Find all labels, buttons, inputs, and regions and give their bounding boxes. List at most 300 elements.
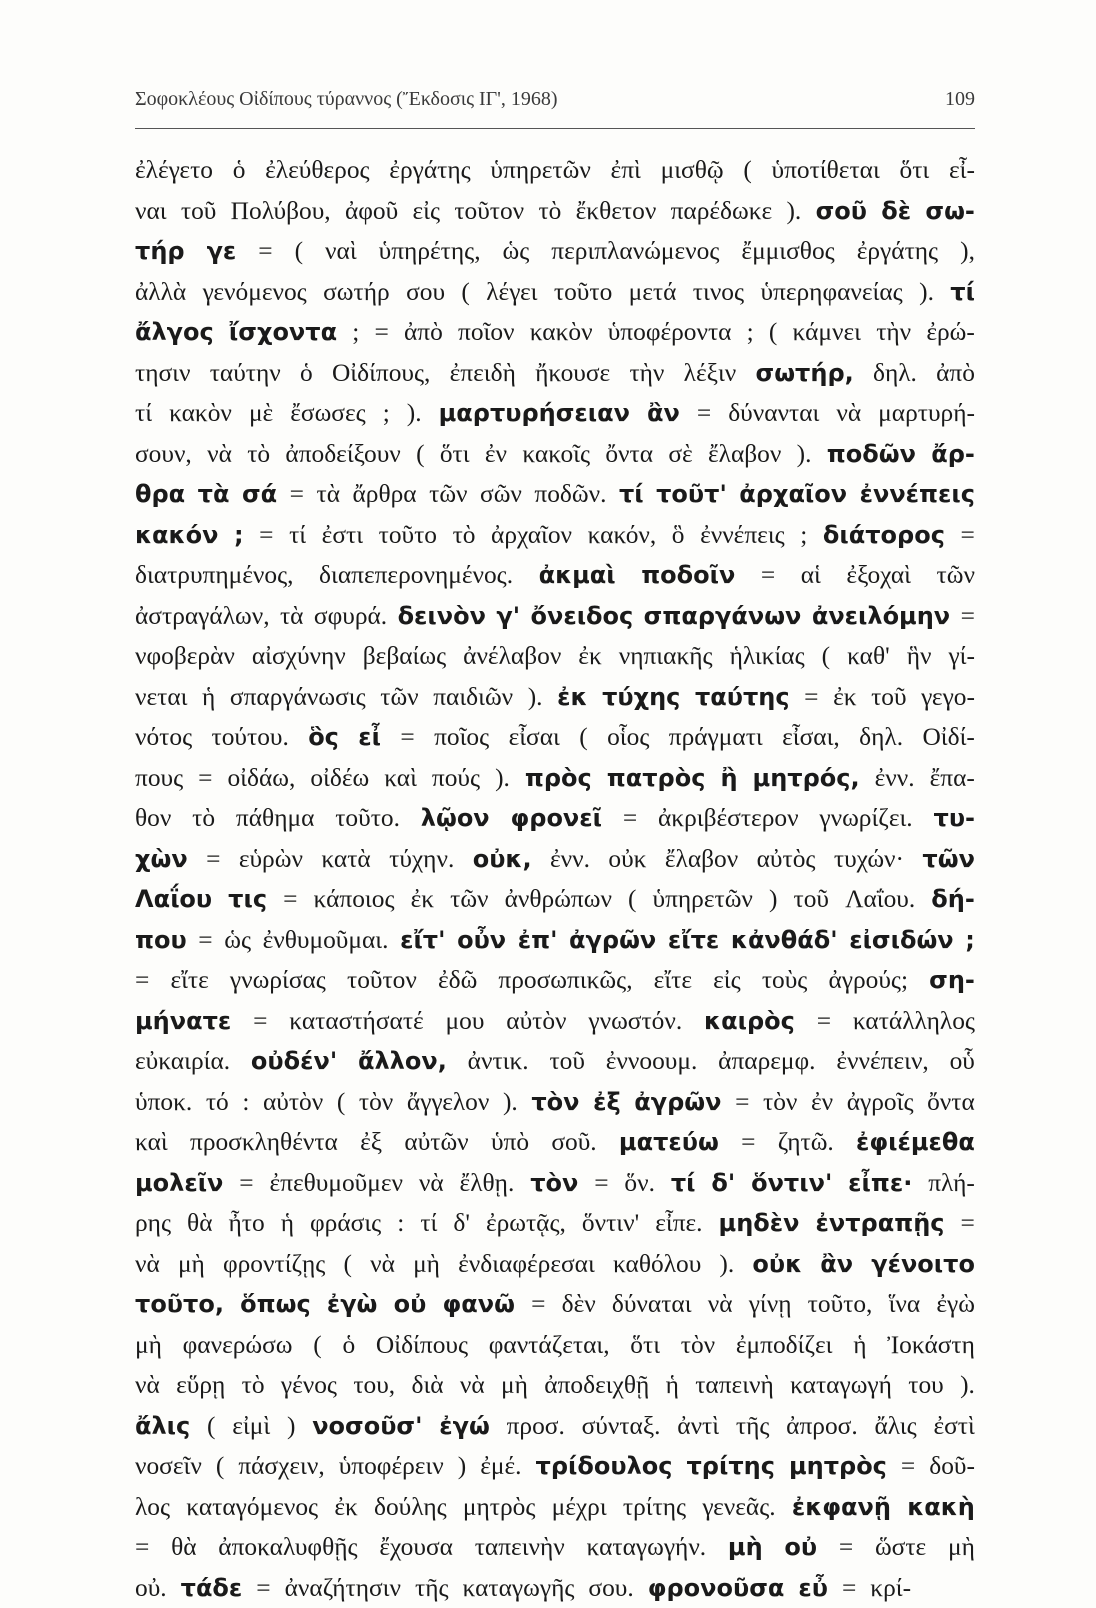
word: φροντίζῃς	[223, 1244, 325, 1285]
text-line	[135, 1487, 975, 1528]
text-line	[135, 1163, 975, 1204]
lemma-word: μητρὸς	[789, 1446, 887, 1487]
word: ἀφοῦ	[345, 191, 398, 232]
text-line	[135, 231, 975, 272]
word: =	[290, 474, 304, 515]
word: δ'	[453, 1203, 470, 1244]
word: ἡ	[853, 1325, 866, 1366]
word: τὸ	[192, 798, 215, 839]
word: =	[961, 596, 975, 637]
word: ὡς	[503, 231, 530, 272]
word: ναι	[135, 191, 167, 232]
word: ζητῶ.	[778, 1122, 834, 1163]
text-line	[135, 677, 975, 718]
text-line	[135, 353, 975, 394]
word: τῶν	[380, 677, 418, 718]
lemma-word: ἐκφανῇ	[792, 1487, 891, 1528]
word: ἀποκαλυφθῇς	[218, 1527, 357, 1568]
word: ἔχουσα	[379, 1527, 453, 1568]
text-line	[135, 758, 975, 799]
page-number: 109	[945, 88, 975, 111]
word: νὰ	[708, 1284, 733, 1325]
word: ἀρχαῖον	[491, 515, 572, 556]
word: οἰδέω	[310, 758, 369, 799]
word: μετά	[629, 272, 677, 313]
lemma-word: ὅντιν'	[751, 1163, 832, 1204]
word: =	[283, 879, 297, 920]
word: νὰ	[836, 393, 861, 434]
word: ;	[800, 515, 807, 556]
word: τὸν	[681, 1325, 715, 1366]
word: ὁ	[233, 150, 246, 191]
lemma-word: εἰσιδών	[849, 920, 953, 961]
running-header	[135, 88, 975, 111]
lemma-word: τὸν	[531, 1082, 579, 1123]
text-line	[135, 1284, 975, 1325]
lemma-word: ἄλλον,	[358, 1041, 447, 1082]
lemma-word: ἐντραπῇς	[816, 1203, 945, 1244]
word: πάθημα	[236, 798, 314, 839]
word: =	[135, 1527, 149, 1568]
lemma-word: μήνατε	[135, 1001, 231, 1042]
text-line	[135, 434, 975, 475]
word: ἵνα	[889, 1284, 921, 1325]
word: ἔλθῃ.	[460, 1163, 515, 1204]
word: Οἰδίπους	[376, 1325, 468, 1366]
word: τοῦτον	[347, 960, 417, 1001]
word: =	[198, 920, 212, 961]
word: =	[735, 1082, 749, 1123]
word: ὁ	[300, 353, 313, 394]
word: ἐμποδίζει	[736, 1325, 833, 1366]
lemma-word: ;	[965, 920, 975, 961]
word: ).	[407, 393, 422, 434]
lemma-word: σω-	[925, 191, 975, 232]
word: ἀπαρεμφ.	[718, 1041, 815, 1082]
word: (	[743, 150, 751, 191]
word: αὐτὸν	[506, 1001, 566, 1042]
word: ἐκ	[411, 879, 434, 920]
lemma-word: γ'	[496, 596, 520, 637]
word: καταγωγῆς	[463, 1568, 575, 1608]
word: ὄντα	[927, 1082, 975, 1123]
word: =	[198, 758, 212, 799]
word: :	[242, 1082, 249, 1123]
lemma-word: ματεύω	[619, 1122, 719, 1163]
word: Οἰδίπους,	[332, 353, 430, 394]
lemma-word: τί	[619, 474, 644, 515]
lemma-word: τυ-	[934, 798, 975, 839]
lemma-word: ἀνειλόμην	[812, 596, 950, 637]
word: εἶ-	[949, 150, 975, 191]
word: δύναται	[612, 1284, 692, 1325]
lemma-word: χὼν	[135, 839, 188, 880]
word: ὑποτίθεται	[772, 150, 880, 191]
word: καταγωγήν.	[587, 1527, 707, 1568]
word: ἐννέπεις	[700, 515, 785, 556]
lemma-word: διάτορος	[823, 515, 945, 556]
text-line	[135, 1365, 975, 1406]
lemma-word: τί	[950, 272, 975, 313]
word: αὐτὸν	[263, 1082, 323, 1123]
lemma-word: μολεῖν	[135, 1163, 223, 1204]
word: ἀγροῖς	[847, 1082, 914, 1123]
lemma-word: ἀρχαῖον	[739, 474, 847, 515]
word: ἀποδειχθῇ	[544, 1365, 649, 1406]
lemma-word: ὄνειδος	[531, 596, 634, 637]
word: ἄγγελον	[407, 1082, 489, 1123]
word: ἄρθρα	[353, 474, 417, 515]
text-line	[135, 1082, 975, 1123]
word: ὅτι	[630, 1325, 660, 1366]
lemma-word: τύχης	[602, 677, 680, 718]
word: νοσεῖν	[135, 1446, 202, 1487]
word: ἀναζήτησιν	[285, 1568, 401, 1608]
lemma-word: κἀνθάδ'	[731, 920, 838, 961]
lemma-word: ;	[234, 515, 244, 556]
word: πούς	[432, 758, 480, 799]
word: (	[216, 1446, 224, 1487]
word: σῶν	[480, 474, 522, 515]
word: τοῦ	[794, 879, 829, 920]
word: δηλ.	[859, 717, 903, 758]
word: τί	[135, 393, 152, 434]
word: γίνῃ	[749, 1284, 792, 1325]
word: καὶ	[135, 1122, 168, 1163]
lemma-word: ὃς	[308, 717, 339, 758]
word: ἀπὸ	[936, 353, 975, 394]
word: οὐκ	[608, 839, 646, 880]
word: νεται	[135, 677, 187, 718]
lemma-word: ἐγώ	[439, 1406, 490, 1447]
lemma-word: δεινὸν	[398, 596, 486, 637]
word: φανερώσω	[183, 1325, 293, 1366]
word: καθ'	[847, 636, 890, 677]
word: τῆς	[736, 1406, 770, 1447]
word: =	[761, 555, 775, 596]
lemma-word: τὸν	[530, 1163, 578, 1204]
word: (	[822, 636, 830, 677]
word: ἤκουσε	[535, 353, 610, 394]
word: ).	[960, 1365, 975, 1406]
word: πράγματι	[669, 717, 763, 758]
word: καταστήσατέ	[289, 1001, 423, 1042]
word: καταγόμενος	[186, 1487, 318, 1528]
word: διατρυπημένος,	[135, 555, 294, 596]
word: ὑποφέροντα	[608, 312, 732, 353]
lemma-word: ποδοῖν	[641, 555, 735, 596]
text-line	[135, 1568, 975, 1608]
word: σου	[406, 272, 445, 313]
word: μὲ	[249, 393, 273, 434]
word: καὶ	[384, 758, 417, 799]
word: (	[769, 312, 777, 353]
word: πάσχειν,	[238, 1446, 324, 1487]
word: εἰς	[412, 191, 440, 232]
word: ἐν	[811, 1082, 833, 1123]
word: νηπιακῆς	[619, 636, 713, 677]
word: τό	[206, 1082, 229, 1123]
word: =	[253, 1001, 267, 1042]
word: ἔσωσες	[290, 393, 365, 434]
word: ἀστραγάλων,	[135, 596, 270, 637]
text-line	[135, 1203, 975, 1244]
word: τοῦ	[181, 191, 216, 232]
word: οὗ	[950, 1041, 975, 1082]
word: ἐπεθυμοῦμεν	[269, 1163, 403, 1204]
text-line	[135, 474, 975, 515]
word: κακὸν	[169, 393, 232, 434]
word: διαπεπερονημένος.	[319, 555, 513, 596]
lemma-word: τρίτης	[686, 1446, 774, 1487]
word: θὰ	[187, 1203, 212, 1244]
word: ἀντικ.	[468, 1041, 529, 1082]
word: ἐκ	[833, 677, 856, 718]
word: ἔλαβον	[708, 434, 781, 475]
word: ὅντιν'	[582, 1203, 639, 1244]
word: εἶσαι	[509, 717, 560, 758]
word: (	[313, 1325, 321, 1366]
word: (	[416, 434, 424, 475]
word: ἄλις	[874, 1406, 916, 1447]
lemma-word: φανῶ	[442, 1284, 514, 1325]
word: σουν,	[135, 434, 192, 475]
word: τοῦ	[871, 677, 906, 718]
word: τοὺς	[762, 960, 808, 1001]
word: ἔλαβον	[665, 839, 738, 880]
lemma-word: δὲ	[881, 191, 911, 232]
word: τὰ	[280, 596, 304, 637]
word: ἐν	[485, 434, 507, 475]
word: ὅτι	[900, 150, 930, 191]
word: ἡ	[666, 1365, 679, 1406]
word: ἦτο	[229, 1203, 265, 1244]
lemma-word: οὐ	[394, 1284, 427, 1325]
word: =	[259, 515, 273, 556]
word: =	[135, 960, 149, 1001]
word: καθόλου	[613, 1244, 701, 1285]
lemma-word: οὐκ	[752, 1244, 802, 1285]
word: =	[839, 1527, 853, 1568]
word: τοῦτο.	[335, 798, 400, 839]
lemma-word: τί	[671, 1163, 696, 1204]
word: =	[901, 1446, 915, 1487]
word: ὑπὸ	[491, 1122, 529, 1163]
lemma-word: τρίδουλος	[536, 1446, 673, 1487]
word: ἐκ	[578, 636, 601, 677]
word: =	[961, 515, 975, 556]
word: ὑπερηφανείας	[760, 272, 902, 313]
word: δύνανται	[728, 393, 819, 434]
word: =	[741, 1122, 755, 1163]
word: τρίτης	[623, 1487, 686, 1528]
lemma-word: μὴ	[728, 1527, 763, 1568]
word: σοῦ.	[551, 1122, 596, 1163]
word: )	[287, 1406, 295, 1447]
lemma-word: γένοιτο	[871, 1244, 975, 1285]
word: ὥστε	[875, 1527, 926, 1568]
word: μου	[446, 1001, 485, 1042]
word: νὰ	[135, 1244, 160, 1285]
lemma-word: πατρὸς	[607, 758, 706, 799]
word: (	[295, 231, 303, 272]
word: ἔμμισθος	[741, 231, 834, 272]
word: ἐνν.	[875, 758, 915, 799]
word: γεγο-	[921, 677, 975, 718]
text-line	[135, 1527, 975, 1568]
word: τὸ	[538, 191, 561, 232]
lemma-word: ἂν	[820, 1244, 853, 1285]
word: του,	[353, 1365, 395, 1406]
word: τὰ	[316, 474, 340, 515]
word: λος	[135, 1487, 170, 1528]
word: ).	[786, 191, 801, 232]
word: ἀπὸ	[404, 312, 443, 353]
lemma-word: σπαργάνων	[644, 596, 802, 637]
lemma-word: δ'	[711, 1163, 735, 1204]
text-line	[135, 596, 975, 637]
word: ;	[747, 312, 754, 353]
word: ὑπηρέτης,	[379, 231, 481, 272]
word: τὸ	[453, 515, 476, 556]
word: αἰσχύνην	[252, 636, 346, 677]
lemma-word: μηδὲν	[719, 1203, 800, 1244]
word: ἔκθετον	[576, 191, 657, 232]
word: οὐ.	[135, 1568, 167, 1608]
word: ἀπροσ.	[786, 1406, 858, 1447]
word: παιδιῶν	[433, 677, 513, 718]
word: ἡ	[281, 1203, 294, 1244]
word: οἰδάω,	[227, 758, 295, 799]
word: τῶν	[450, 879, 488, 920]
word: ταπεινὴν	[475, 1527, 565, 1568]
word: προσ.	[507, 1406, 565, 1447]
text-line	[135, 636, 975, 677]
word: τοῦ	[549, 1041, 584, 1082]
word: κατάλληλος	[853, 1001, 975, 1042]
word: τῶν	[429, 474, 467, 515]
commentary-text	[135, 150, 975, 1608]
word: (	[461, 272, 469, 313]
lemma-word: ὅπως	[240, 1284, 311, 1325]
lemma-word: ἐκ	[557, 677, 587, 718]
text-line	[135, 1325, 975, 1366]
word: ἐστι	[322, 515, 363, 556]
lemma-word: οὐδέν'	[251, 1041, 337, 1082]
word: σὲ	[668, 434, 692, 475]
word: (	[344, 1244, 352, 1285]
word: ).	[797, 434, 812, 475]
lemma-word: εἶ	[358, 717, 381, 758]
lemma-word: γε	[207, 231, 237, 272]
word: εἶσαι,	[782, 717, 840, 758]
word: μισθῷ	[661, 150, 724, 191]
text-line	[135, 393, 975, 434]
lemma-word: τήρ	[135, 231, 185, 272]
word: λέξιν	[684, 353, 737, 394]
word: εἴτε	[170, 960, 208, 1001]
word: ποῖος	[434, 717, 489, 758]
word: τούτου.	[212, 717, 289, 758]
word: τύχην.	[389, 839, 454, 880]
word: γί-	[948, 636, 975, 677]
word: ὑποφέρειν	[339, 1446, 444, 1487]
word: ἀνέλαβον	[463, 636, 561, 677]
lemma-word: εἶπε·	[848, 1163, 912, 1204]
word: ὃ	[672, 515, 685, 556]
word: κάποιος	[314, 879, 395, 920]
word: εἴτε	[654, 960, 692, 1001]
word: Λαΐου.	[845, 879, 915, 920]
word: μὴ	[948, 1527, 975, 1568]
word: ἐνν.	[550, 839, 590, 880]
lemma-word: φρονεῖ	[510, 798, 602, 839]
word: ἐννέπειν,	[836, 1041, 928, 1082]
word: (	[628, 879, 636, 920]
word: =	[258, 231, 272, 272]
word: =	[256, 1568, 270, 1608]
word: ).	[919, 272, 934, 313]
word: τησιν	[135, 353, 190, 394]
text-line	[135, 1001, 975, 1042]
word: ἐδῶ	[438, 960, 477, 1001]
word: διὰ	[411, 1365, 443, 1406]
word: σπαργάνωσις	[230, 677, 366, 718]
word: τί	[420, 1203, 437, 1244]
word: =	[400, 717, 414, 758]
word: ἐρωτᾷς,	[486, 1203, 566, 1244]
word: του	[908, 1365, 943, 1406]
word: εὕρῃ	[176, 1365, 225, 1406]
lemma-word: τοῦτ'	[656, 474, 727, 515]
word: ποδῶν.	[534, 474, 606, 515]
lemma-word: σά	[242, 474, 277, 515]
lemma-word: μαρτυρήσειαν	[439, 393, 630, 434]
word: εἶπε.	[655, 1203, 702, 1244]
lemma-word: εἴτε	[668, 920, 719, 961]
word: φράσις	[310, 1203, 381, 1244]
word: ὑπηρετῶν	[490, 150, 590, 191]
lemma-word: οὖν	[457, 920, 506, 961]
lemma-word: ἀγρῶν	[569, 920, 656, 961]
text-line	[135, 555, 975, 596]
running-title: Σοφοκλέους Οἰδίπους τύραννος (Ἔκδοσις ΙΓ', 1968)	[135, 88, 558, 111]
word: Πολύβου,	[231, 191, 331, 232]
word: ἔπα-	[930, 758, 975, 799]
word: ἡλικίας	[730, 636, 805, 677]
word: ).	[528, 677, 543, 718]
word: εἰμὶ	[232, 1406, 270, 1447]
lemma-word: ἄλις	[135, 1406, 190, 1447]
word: οἷος	[607, 717, 649, 758]
lemma-word: ἄρ-	[931, 434, 975, 475]
text-line	[135, 1041, 975, 1082]
word: εἰς	[713, 960, 741, 1001]
lemma-word: ἐπ'	[518, 920, 558, 961]
lemma-word: ἀκμαὶ	[539, 555, 616, 596]
word: αἱ	[801, 555, 821, 596]
text-line	[135, 960, 975, 1001]
word: προσκληθέντα	[190, 1122, 338, 1163]
word: ταύτην	[210, 353, 281, 394]
word: ἐξοχαὶ	[846, 555, 911, 596]
word: (	[337, 1082, 345, 1123]
text-line	[135, 1244, 975, 1285]
word: μὴ	[135, 1325, 162, 1366]
lemma-word: ἴσχοντα	[229, 312, 337, 353]
word: μητρὸς	[463, 1487, 536, 1528]
word: γνωρίσας	[230, 960, 326, 1001]
